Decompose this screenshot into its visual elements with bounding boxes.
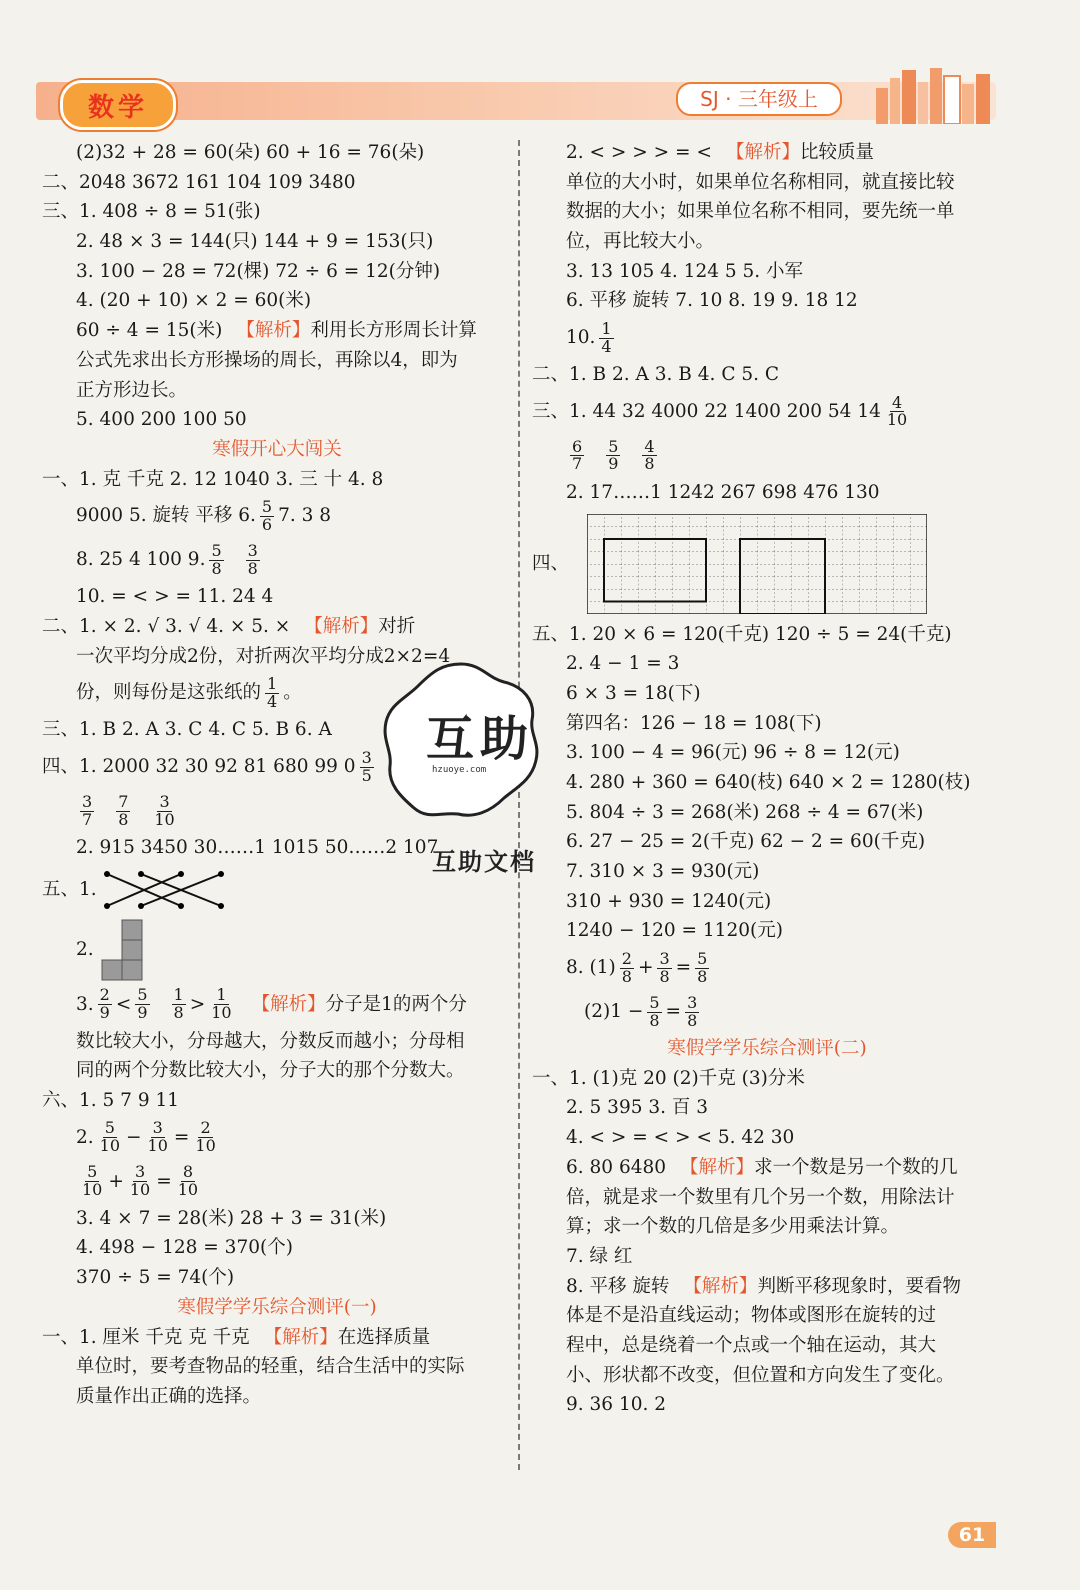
answer-line: 正方形边长。 [76, 379, 188, 401]
answer-line: 三、1. 408 ÷ 8 = 51(张) [42, 201, 261, 223]
answer-text: 7. 3 8 [278, 505, 332, 527]
answer-line: 5 10 + 3 10 = 8 10 [82, 1162, 199, 1200]
answer-line: 8. (1) 2 8 + 3 8 = 5 8 [532, 946, 1002, 990]
answer-line: 310 + 930 = 1240(元) [566, 890, 772, 912]
answer-line: 算；求一个数的几倍是多少用乘法计算。 [566, 1216, 900, 1238]
answer-line: 6 × 3 = 18(下) [566, 682, 701, 704]
fraction: 2 8 [621, 948, 632, 986]
answer-text: 份，则每份是这张纸的 [76, 682, 262, 704]
cube-view-diagram [98, 918, 148, 982]
fraction: 3 5 [361, 747, 372, 785]
answer-line [532, 1272, 1002, 1302]
answer-line: 倍，就是求一个数里有几个另一个数，用除法计 [566, 1186, 955, 1208]
answer-text: 8. 平移 旋转 [566, 1275, 670, 1297]
answer-text: 8. (1) [566, 957, 616, 979]
fraction: 1 4 [601, 318, 612, 356]
fraction: 2 9 [99, 985, 110, 1023]
analysis-tag: 【解析】 [683, 1275, 758, 1297]
answer-line: 6. 平移 旋转 7. 10 8. 19 9. 18 12 [566, 290, 858, 312]
fraction: 1 8 [173, 985, 184, 1023]
answer-line: 7. 310 × 3 = 930(元) [566, 861, 760, 882]
answer-text: 2. [76, 938, 94, 960]
answer-text: 2. [76, 1126, 94, 1148]
answer-line: 2. 4 − 1 = 3 [566, 653, 680, 675]
answer-line: 数据的大小；如果单位名称不相同，要先统一单 [566, 201, 955, 223]
right-column [532, 138, 1002, 1420]
answer-line: 3. 2 9 < 5 9 1 8 > 1 10 【解析】 分子是1的两个分 [42, 983, 512, 1027]
fraction: 3 8 [247, 540, 258, 578]
answer-text: (2)1 − [584, 1001, 644, 1023]
fraction: 8 10 [177, 1162, 199, 1200]
fraction: 1 4 [267, 674, 278, 711]
answer-line: 6. 27 − 25 = 2(千克) 62 − 2 = 60(千克) [566, 831, 926, 853]
answer-text: 求一个数是另一个数的几 [754, 1156, 958, 1178]
analysis-tag: 【解析】 [725, 142, 800, 163]
grid-drawing [587, 514, 927, 614]
answer-line: 数比较大小，分母越大，分数反而越小；分母相 [76, 1030, 465, 1052]
answer-line [42, 1323, 512, 1353]
answer-text: 。 [283, 682, 302, 704]
answer-line [532, 508, 1002, 620]
answer-line: 3. 13 105 4. 124 5 5. 小军 [566, 260, 804, 282]
answer-line: 质量作出正确的选择。 [76, 1385, 262, 1407]
answer-text: 利用长方形周长计算 [310, 320, 477, 342]
fraction: 4 8 [644, 436, 655, 474]
fraction: 3 10 [147, 1118, 168, 1156]
analysis-tag: 【解析】 [251, 993, 326, 1015]
answer-text: 四、 [532, 552, 570, 574]
answer-line: 3. 100 − 28 = 72(棵) 72 ÷ 6 = 12(分钟) [76, 260, 441, 282]
subject-logo [60, 80, 176, 130]
answer-line: 3. 4 × 7 = 28(米) 28 + 3 = 31(米) [76, 1207, 387, 1229]
answer-line: 7. 绿 红 [566, 1245, 633, 1267]
section-title: 寒假学学乐综合测评(一) [177, 1296, 377, 1318]
header-banner [36, 82, 996, 120]
answer-text: 三、1. 44 32 4000 22 1400 200 54 14 [532, 400, 881, 422]
fraction: 5 8 [211, 540, 222, 578]
answer-text: 2. < > > > = < [566, 142, 712, 163]
fraction: 3 8 [659, 948, 670, 986]
answer-text: 五、1. [42, 878, 97, 900]
fraction: 3 10 [154, 791, 175, 829]
answer-line [42, 538, 512, 582]
answer-line: 单位的大小时，如果单位名称相同，就直接比较 [566, 171, 955, 193]
stamp-text: 互助 [426, 711, 535, 767]
answer-line: 五、1. 20 × 6 = 120(千克) 120 ÷ 5 = 24(千克) [532, 623, 952, 645]
answer-line: 9. 36 10. 2 [566, 1394, 667, 1416]
watermark-text: 互助文档 [432, 848, 536, 876]
answer-text: 一、1. 厘米 千克 克 千克 [42, 1326, 250, 1348]
answer-text: 分子是1的两个分 [325, 993, 467, 1015]
answer-line [532, 1153, 1002, 1183]
answer-line: (2)32 + 28 = 60(朵) 60 + 16 = 76(朵) [76, 142, 425, 163]
matching-lines-diagram [101, 868, 231, 912]
answer-line: 10. = < > = 11. 24 4 [76, 586, 274, 608]
answer-text: 9000 5. 旋转 平移 6. [76, 505, 256, 527]
answer-line [42, 316, 512, 346]
answer-line: 2. 915 3450 30……1 1015 50……2 107 [76, 837, 439, 858]
fraction: $\frac{5}{8}$ [649, 992, 660, 1030]
answer-text: 3. [76, 993, 94, 1015]
fraction: 5 9 [137, 985, 148, 1023]
answer-line: 三、1. B 2. A 3. C 4. C 5. B 6. A [42, 719, 332, 741]
fraction: 4 10 [886, 392, 908, 430]
answer-line: 2. 5 10 − 3 10 = 2 10 [42, 1116, 512, 1160]
answer-line: 公式先求出长方形操场的周长，再除以4，即为 [76, 349, 458, 371]
fraction: 3 10 [129, 1162, 151, 1200]
answer-text: 二、1. × 2. √ 3. √ 4. × 5. × [42, 615, 291, 637]
answer-line [532, 434, 1002, 478]
answer-line: 二、1. B 2. A 3. B 4. C 5. C [532, 364, 780, 386]
answer-line: 小、形状都不改变，但位置和方向发生了变化。 [566, 1364, 955, 1386]
section-title: 寒假学学乐综合测评(二) [667, 1038, 867, 1060]
answer-line: 4. 498 − 128 = 370(个) [76, 1237, 293, 1259]
answer-line [42, 612, 512, 642]
section-title: 寒假开心大闯关 [212, 438, 342, 460]
answer-line: 4. < > = < > < 5. 42 30 [566, 1127, 795, 1149]
answer-text: 10. [566, 327, 596, 349]
answer-line: 4. (20 + 10) × 2 = 60(米) [76, 290, 312, 312]
answer-line: 5. 804 ÷ 3 = 268(米) 268 ÷ 4 = 67(米) [566, 801, 924, 823]
answer-line: 位，再比较大小。 [566, 231, 715, 253]
answer-text: 四、1. 2000 32 30 92 81 680 99 0 [42, 756, 356, 777]
fraction: 7 8 [118, 791, 129, 829]
answer-line: 2. 48 × 3 = 144(只) 144 + 9 = 153(只) [76, 231, 434, 253]
answer-text: 6. 80 6480 [566, 1156, 667, 1178]
answer-line: 一、1. (1)克 20 (2)千克 (3)分米 [532, 1067, 805, 1089]
answer-line: 4. 280 + 360 = 640(枝) 640 × 2 = 1280(枝) [566, 771, 971, 793]
answer-line: 5. 400 200 100 50 [76, 409, 247, 431]
fraction: 5 10 [99, 1118, 121, 1156]
analysis-tag: 【解析】 [263, 1326, 338, 1348]
fraction: 2 10 [195, 1118, 216, 1156]
fraction: 5 6 [261, 496, 273, 534]
fraction: 3 8 [687, 992, 698, 1030]
answer-line [532, 316, 1002, 360]
answer-text: 比较质量 [799, 142, 874, 163]
subject-label: 数学 [87, 92, 148, 123]
answer-text: 60 ÷ 4 = 15(米) [76, 320, 223, 342]
answer-line: 一、1. 克 千克 2. 12 1040 3. 三 十 4. 8 [42, 468, 384, 490]
answer-line: 370 ÷ 5 = 74(个) [76, 1267, 235, 1289]
answer-line: (2)1 − $\frac{5}{8}$ = 3 8 [532, 990, 1002, 1034]
answer-line: 单位时，要考查物品的轻重，结合生活中的实际 [76, 1356, 465, 1378]
answer-line: 第四名：126 − 18 = 108(下) [566, 712, 822, 734]
answer-line: 体是不是沿直线运动；物体或图形在旋转的过 [566, 1305, 937, 1327]
answer-line: 六、1. 5 7 9 11 [42, 1090, 180, 1112]
analysis-tag: 【解析】 [304, 615, 379, 637]
page-number: 61 [948, 1522, 996, 1548]
answer-text: 判断平移现象时，要看物 [757, 1275, 961, 1297]
analysis-tag: 【解析】 [236, 320, 311, 342]
fraction: 5 10 [82, 1162, 103, 1200]
answer-line: 同的两个分数比较大小，分子大的那个分数大。 [76, 1060, 465, 1082]
answer-line [42, 494, 512, 538]
answer-line [42, 917, 512, 983]
answer-text: 对折 [378, 615, 416, 637]
books-icon [874, 66, 992, 124]
answer-text: 8. 25 4 100 9. [76, 549, 206, 571]
fraction: 5 9 [608, 436, 619, 474]
analysis-tag: 【解析】 [680, 1156, 755, 1178]
fraction: 1 10 [211, 985, 232, 1023]
answer-line: 3. 100 − 4 = 96(元) 96 ÷ 8 = 12(元) [566, 742, 900, 764]
answer-line: 程中，总是绕着一个点或一个轴在运动，其大 [566, 1334, 937, 1356]
answer-line: 2. 5 395 3. 百 3 [566, 1097, 709, 1119]
grade-badge: SJ · 三年级上 [676, 82, 842, 116]
answer-line: 二、2048 3672 161 104 109 3480 [42, 171, 356, 193]
fraction: 6 7 [572, 436, 583, 474]
answer-line: 1240 − 120 = 1120(元) [566, 920, 783, 942]
answer-line: 2. 17……1 1242 267 698 476 130 [566, 481, 880, 503]
answer-line [532, 138, 1002, 168]
answer-line [532, 390, 1002, 434]
answer-text: 在选择质量 [337, 1326, 431, 1348]
fraction: 3 7 [82, 791, 93, 829]
fraction: 5 8 [697, 948, 708, 986]
stamp-url: hzuoye.com [432, 765, 487, 775]
answer-line: 一次平均分成2份，对折两次平均分成2×2=4 [76, 645, 451, 667]
